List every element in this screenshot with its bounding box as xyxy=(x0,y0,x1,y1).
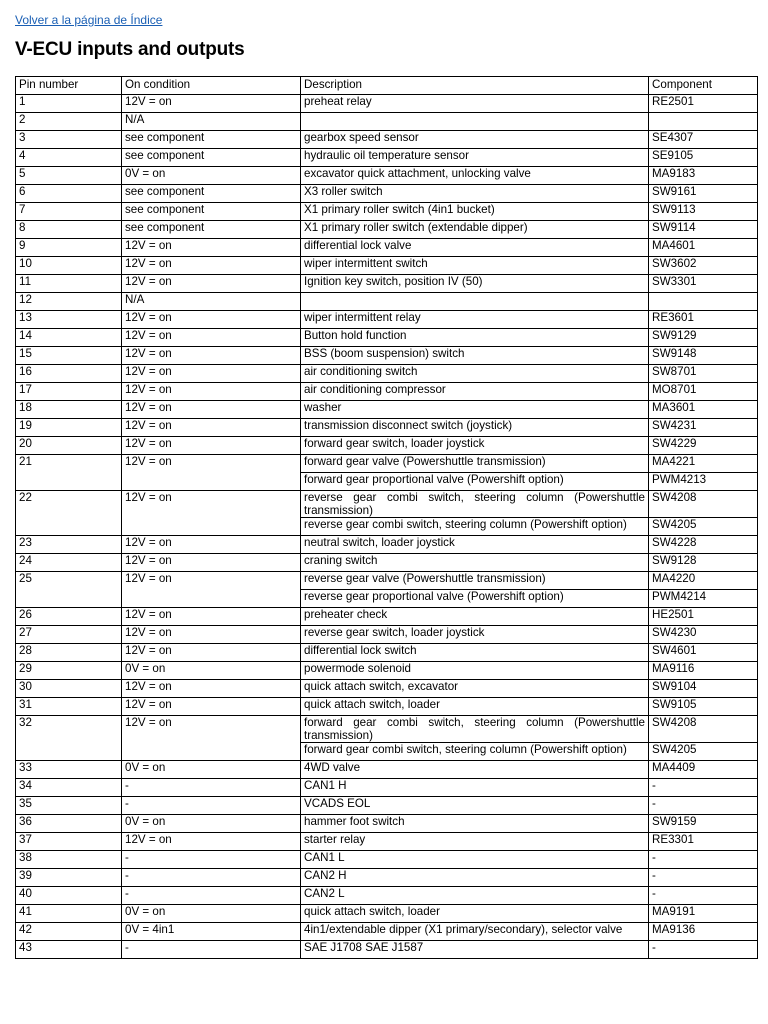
description-cell: quick attach switch, excavator xyxy=(301,680,649,698)
pin-number-cell: 31 xyxy=(16,698,122,716)
on-condition-cell: 12V = on xyxy=(122,698,301,716)
on-condition-cell: 12V = on xyxy=(122,275,301,293)
on-condition-cell: 0V = on xyxy=(122,761,301,779)
header-on-condition: On condition xyxy=(122,77,301,95)
description-cell: washer xyxy=(301,401,649,419)
description-cell: preheater check xyxy=(301,608,649,626)
component-cell: SW4205 xyxy=(649,743,758,761)
on-condition-cell: 12V = on xyxy=(122,626,301,644)
component-cell: SW9114 xyxy=(649,221,758,239)
component-cell: SW4208 xyxy=(649,716,758,743)
table-row xyxy=(16,905,758,923)
on-condition-cell: 12V = on xyxy=(122,365,301,383)
component-cell xyxy=(649,293,758,311)
table-row xyxy=(16,536,758,554)
component-cell xyxy=(649,113,758,131)
on-condition-cell: 12V = on xyxy=(122,716,301,761)
component-cell: SW9159 xyxy=(649,815,758,833)
component-cell: SW4205 xyxy=(649,518,758,536)
description-cell: reverse gear proportional valve (Powershift option) xyxy=(301,590,649,608)
on-condition-cell: 12V = on xyxy=(122,347,301,365)
on-condition-cell: 12V = on xyxy=(122,644,301,662)
pin-number-cell: 10 xyxy=(16,257,122,275)
on-condition-cell: 0V = on xyxy=(122,167,301,185)
table-row xyxy=(16,437,758,455)
pin-number-cell: 29 xyxy=(16,662,122,680)
on-condition-cell: - xyxy=(122,851,301,869)
on-condition-cell: 12V = on xyxy=(122,419,301,437)
table-row xyxy=(16,644,758,662)
on-condition-cell: N/A xyxy=(122,113,301,131)
component-cell: HE2501 xyxy=(649,608,758,626)
on-condition-cell: - xyxy=(122,869,301,887)
component-cell: SW9105 xyxy=(649,698,758,716)
component-cell: - xyxy=(649,779,758,797)
description-cell: hammer foot switch xyxy=(301,815,649,833)
component-cell: MA4409 xyxy=(649,761,758,779)
table-row xyxy=(16,293,758,311)
description-cell: SAE J1708 SAE J1587 xyxy=(301,941,649,959)
component-cell: SW9148 xyxy=(649,347,758,365)
table-row xyxy=(16,833,758,851)
component-cell: SW4601 xyxy=(649,644,758,662)
on-condition-cell: 12V = on xyxy=(122,239,301,257)
pin-number-cell: 26 xyxy=(16,608,122,626)
on-condition-cell: 12V = on xyxy=(122,572,301,608)
component-cell: MA9136 xyxy=(649,923,758,941)
table-row xyxy=(16,869,758,887)
pin-number-cell: 43 xyxy=(16,941,122,959)
table-row xyxy=(16,401,758,419)
component-cell: SW9161 xyxy=(649,185,758,203)
description-cell: VCADS EOL xyxy=(301,797,649,815)
table-row xyxy=(16,941,758,959)
component-cell: SW4228 xyxy=(649,536,758,554)
description-cell: forward gear proportional valve (Powershift option) xyxy=(301,473,649,491)
component-cell: SW8701 xyxy=(649,365,758,383)
table-row xyxy=(16,572,758,590)
pin-number-cell: 40 xyxy=(16,887,122,905)
on-condition-cell: 12V = on xyxy=(122,437,301,455)
description-cell: BSS (boom suspension) switch xyxy=(301,347,649,365)
pin-number-cell: 41 xyxy=(16,905,122,923)
description-cell: reverse gear switch, loader joystick xyxy=(301,626,649,644)
table-row xyxy=(16,95,758,113)
on-condition-cell: 12V = on xyxy=(122,401,301,419)
pin-number-cell: 8 xyxy=(16,221,122,239)
component-cell: SE9105 xyxy=(649,149,758,167)
table-row xyxy=(16,419,758,437)
pin-number-cell: 30 xyxy=(16,680,122,698)
on-condition-cell: 0V = on xyxy=(122,815,301,833)
pin-number-cell: 6 xyxy=(16,185,122,203)
on-condition-cell: 0V = on xyxy=(122,905,301,923)
component-cell: MA9116 xyxy=(649,662,758,680)
table-row xyxy=(16,491,758,518)
table-row xyxy=(16,131,758,149)
on-condition-cell: 12V = on xyxy=(122,257,301,275)
on-condition-cell: see component xyxy=(122,221,301,239)
table-row xyxy=(16,329,758,347)
pin-number-cell: 7 xyxy=(16,203,122,221)
description-cell: 4WD valve xyxy=(301,761,649,779)
component-cell: SW3301 xyxy=(649,275,758,293)
on-condition-cell: 12V = on xyxy=(122,491,301,536)
description-cell: wiper intermittent switch xyxy=(301,257,649,275)
component-cell: MA4220 xyxy=(649,572,758,590)
component-cell: SW4208 xyxy=(649,491,758,518)
pin-number-cell: 42 xyxy=(16,923,122,941)
table-row xyxy=(16,365,758,383)
description-cell: forward gear valve (Powershuttle transmission) xyxy=(301,455,649,473)
on-condition-cell: see component xyxy=(122,185,301,203)
table-row xyxy=(16,851,758,869)
description-cell: quick attach switch, loader xyxy=(301,698,649,716)
description-cell xyxy=(301,293,649,311)
component-cell: MO8701 xyxy=(649,383,758,401)
pin-number-cell: 1 xyxy=(16,95,122,113)
component-cell: SW9129 xyxy=(649,329,758,347)
table-row xyxy=(16,779,758,797)
table-row xyxy=(16,626,758,644)
description-cell: wiper intermittent relay xyxy=(301,311,649,329)
table-row xyxy=(16,680,758,698)
table-row xyxy=(16,203,758,221)
component-cell: RE3301 xyxy=(649,833,758,851)
pin-number-cell: 3 xyxy=(16,131,122,149)
pin-number-cell: 37 xyxy=(16,833,122,851)
component-cell: - xyxy=(649,869,758,887)
description-cell: differential lock switch xyxy=(301,644,649,662)
description-cell: CAN1 L xyxy=(301,851,649,869)
on-condition-cell: 12V = on xyxy=(122,383,301,401)
description-cell: reverse gear combi switch, steering column (Powershift option) xyxy=(301,518,649,536)
component-cell: SW9104 xyxy=(649,680,758,698)
description-cell: air conditioning compressor xyxy=(301,383,649,401)
pin-number-cell: 20 xyxy=(16,437,122,455)
component-cell: MA4601 xyxy=(649,239,758,257)
description-cell: forward gear switch, loader joystick xyxy=(301,437,649,455)
table-body xyxy=(16,95,758,959)
description-cell: neutral switch, loader joystick xyxy=(301,536,649,554)
table-row xyxy=(16,383,758,401)
component-cell: MA3601 xyxy=(649,401,758,419)
on-condition-cell: see component xyxy=(122,149,301,167)
pin-number-cell: 23 xyxy=(16,536,122,554)
pin-number-cell: 14 xyxy=(16,329,122,347)
component-cell: RE3601 xyxy=(649,311,758,329)
back-to-index-link[interactable]: Volver a la página de Índice xyxy=(15,13,163,27)
table-header-row xyxy=(16,77,758,95)
description-cell: excavator quick attachment, unlocking valve xyxy=(301,167,649,185)
table-row xyxy=(16,716,758,743)
table-row xyxy=(16,698,758,716)
pin-number-cell: 4 xyxy=(16,149,122,167)
component-cell: - xyxy=(649,887,758,905)
table-row xyxy=(16,239,758,257)
on-condition-cell: 12V = on xyxy=(122,311,301,329)
table-row xyxy=(16,662,758,680)
table-row xyxy=(16,221,758,239)
on-condition-cell: 12V = on xyxy=(122,329,301,347)
pin-number-cell: 24 xyxy=(16,554,122,572)
component-cell: SW9128 xyxy=(649,554,758,572)
description-cell: CAN2 H xyxy=(301,869,649,887)
description-cell: craning switch xyxy=(301,554,649,572)
description-cell: starter relay xyxy=(301,833,649,851)
pin-number-cell: 38 xyxy=(16,851,122,869)
pin-number-cell: 5 xyxy=(16,167,122,185)
on-condition-cell: - xyxy=(122,941,301,959)
on-condition-cell: 12V = on xyxy=(122,680,301,698)
on-condition-cell: 0V = 4in1 xyxy=(122,923,301,941)
component-cell: MA4221 xyxy=(649,455,758,473)
component-cell: PWM4214 xyxy=(649,590,758,608)
on-condition-cell: see component xyxy=(122,131,301,149)
pin-number-cell: 9 xyxy=(16,239,122,257)
pin-number-cell: 36 xyxy=(16,815,122,833)
component-cell: - xyxy=(649,797,758,815)
page-title: V-ECU inputs and outputs xyxy=(15,39,245,60)
on-condition-cell: 12V = on xyxy=(122,554,301,572)
pin-number-cell: 39 xyxy=(16,869,122,887)
pin-table xyxy=(15,76,758,959)
component-cell: - xyxy=(649,941,758,959)
on-condition-cell: 12V = on xyxy=(122,455,301,491)
description-cell: CAN1 H xyxy=(301,779,649,797)
table-row xyxy=(16,149,758,167)
header-pin-number: Pin number xyxy=(16,77,122,95)
description-cell: Button hold function xyxy=(301,329,649,347)
table-row xyxy=(16,257,758,275)
pin-number-cell: 34 xyxy=(16,779,122,797)
description-cell: X1 primary roller switch (4in1 bucket) xyxy=(301,203,649,221)
table-row xyxy=(16,608,758,626)
description-cell: reverse gear valve (Powershuttle transmission) xyxy=(301,572,649,590)
table-row xyxy=(16,185,758,203)
description-cell: 4in1/extendable dipper (X1 primary/secondary), selector valve xyxy=(301,923,649,941)
description-cell: X1 primary roller switch (extendable dipper) xyxy=(301,221,649,239)
pin-number-cell: 32 xyxy=(16,716,122,761)
description-cell: reverse gear combi switch, steering column (Powershuttle transmission) xyxy=(301,491,649,518)
table-row xyxy=(16,554,758,572)
description-cell: powermode solenoid xyxy=(301,662,649,680)
on-condition-cell: 12V = on xyxy=(122,536,301,554)
on-condition-cell: see component xyxy=(122,203,301,221)
description-cell: CAN2 L xyxy=(301,887,649,905)
pin-number-cell: 2 xyxy=(16,113,122,131)
description-cell: air conditioning switch xyxy=(301,365,649,383)
component-cell: PWM4213 xyxy=(649,473,758,491)
description-cell xyxy=(301,113,649,131)
pin-number-cell: 33 xyxy=(16,761,122,779)
description-cell: gearbox speed sensor xyxy=(301,131,649,149)
pin-number-cell: 35 xyxy=(16,797,122,815)
component-cell: SW4230 xyxy=(649,626,758,644)
on-condition-cell: 12V = on xyxy=(122,608,301,626)
component-cell: SW4231 xyxy=(649,419,758,437)
table-row xyxy=(16,347,758,365)
description-cell: Ignition key switch, position IV (50) xyxy=(301,275,649,293)
component-cell: MA9183 xyxy=(649,167,758,185)
pin-number-cell: 21 xyxy=(16,455,122,491)
on-condition-cell: 12V = on xyxy=(122,95,301,113)
pin-number-cell: 17 xyxy=(16,383,122,401)
pin-number-cell: 13 xyxy=(16,311,122,329)
pin-number-cell: 28 xyxy=(16,644,122,662)
description-cell: X3 roller switch xyxy=(301,185,649,203)
header-description: Description xyxy=(301,77,649,95)
pin-number-cell: 11 xyxy=(16,275,122,293)
pin-number-cell: 22 xyxy=(16,491,122,536)
on-condition-cell: 0V = on xyxy=(122,662,301,680)
component-cell: MA9191 xyxy=(649,905,758,923)
table-row xyxy=(16,455,758,473)
table-row xyxy=(16,113,758,131)
table-row xyxy=(16,761,758,779)
pin-number-cell: 25 xyxy=(16,572,122,608)
on-condition-cell: - xyxy=(122,779,301,797)
description-cell: hydraulic oil temperature sensor xyxy=(301,149,649,167)
description-cell: preheat relay xyxy=(301,95,649,113)
description-cell: quick attach switch, loader xyxy=(301,905,649,923)
component-cell: SW3602 xyxy=(649,257,758,275)
table-row xyxy=(16,275,758,293)
pin-number-cell: 12 xyxy=(16,293,122,311)
component-cell: RE2501 xyxy=(649,95,758,113)
table-row xyxy=(16,167,758,185)
table-row xyxy=(16,311,758,329)
pin-number-cell: 15 xyxy=(16,347,122,365)
on-condition-cell: 12V = on xyxy=(122,833,301,851)
table-row xyxy=(16,923,758,941)
table-row xyxy=(16,815,758,833)
component-cell: - xyxy=(649,851,758,869)
component-cell: SW9113 xyxy=(649,203,758,221)
on-condition-cell: - xyxy=(122,797,301,815)
description-cell: forward gear combi switch, steering column (Powershuttle transmission) xyxy=(301,716,649,743)
table-row xyxy=(16,887,758,905)
description-cell: differential lock valve xyxy=(301,239,649,257)
description-cell: forward gear combi switch, steering column (Powershift option) xyxy=(301,743,649,761)
pin-number-cell: 16 xyxy=(16,365,122,383)
table-row xyxy=(16,797,758,815)
component-cell: SW4229 xyxy=(649,437,758,455)
pin-number-cell: 19 xyxy=(16,419,122,437)
on-condition-cell: N/A xyxy=(122,293,301,311)
on-condition-cell: - xyxy=(122,887,301,905)
header-component: Component xyxy=(649,77,758,95)
pin-number-cell: 27 xyxy=(16,626,122,644)
pin-number-cell: 18 xyxy=(16,401,122,419)
component-cell: SE4307 xyxy=(649,131,758,149)
description-cell: transmission disconnect switch (joystick) xyxy=(301,419,649,437)
